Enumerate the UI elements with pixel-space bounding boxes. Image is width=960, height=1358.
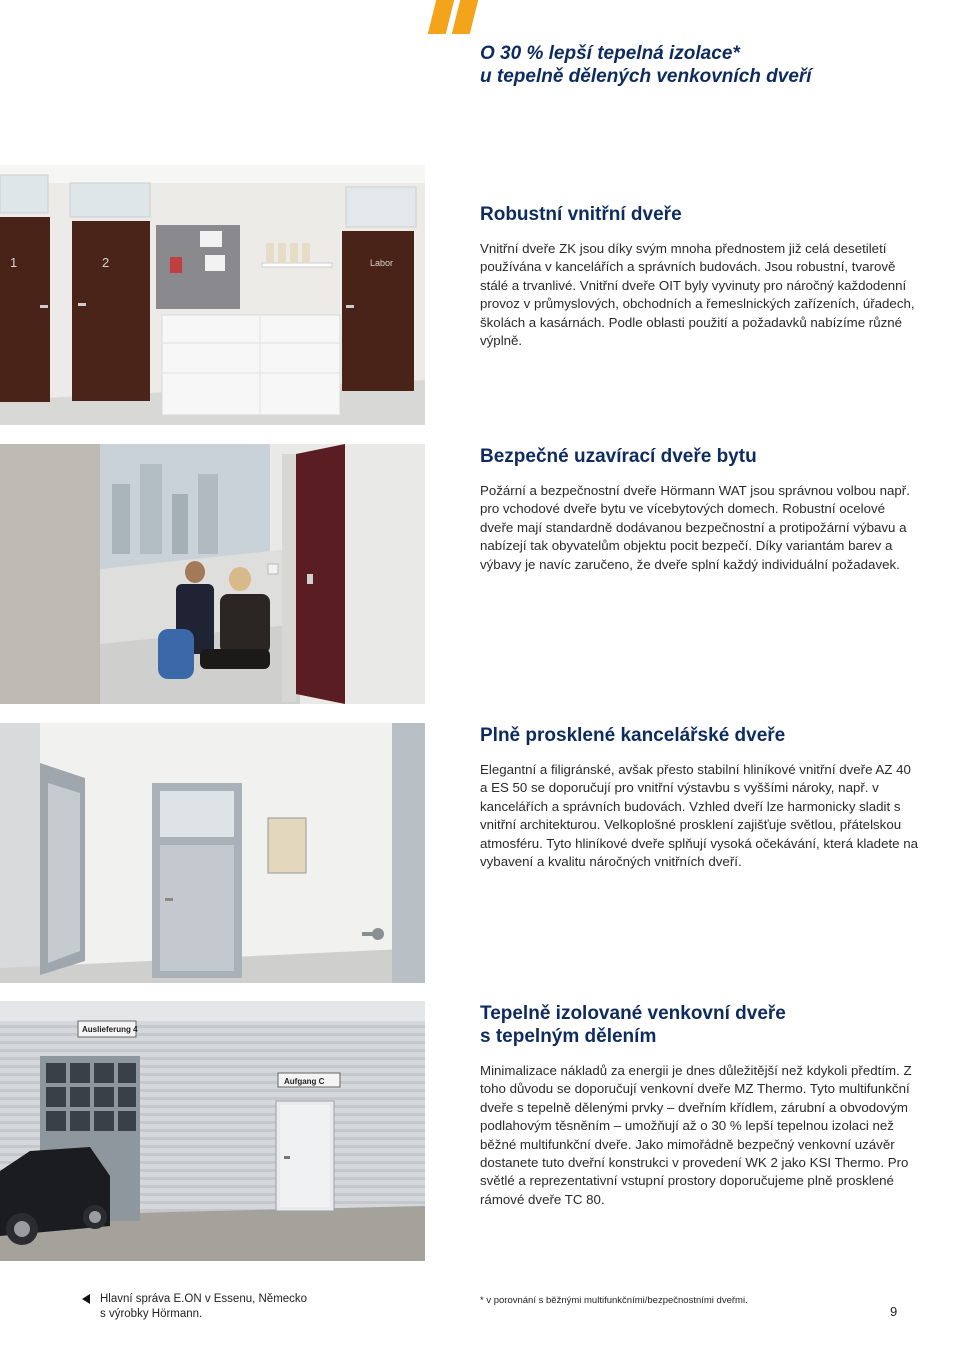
glass-doors-illustration <box>0 723 425 983</box>
photo-caption <box>100 1292 330 1321</box>
brand-stripe-right <box>452 0 478 34</box>
apartment-door-illustration <box>0 444 425 704</box>
section-title-line-2: s tepelným dělením <box>480 1026 657 1047</box>
caption-line-1: Hlavní správa E.ON v Essenu, Německo <box>100 1293 308 1305</box>
section-body: Požární a bezpečnostní dveře Hörmann WAT jsou správnou volbou např. pro vchodové dveře bytu ve vícebytových domech. Robustní ocelové dveře mají standardně dodávanou bezpečnostní a protipožární výbavu a nabízejí tak obyvatelům objektu pocit bezpečí. Díky variantám barev a výbavy je navíc zaručeno, že dveře splní každý individuální požadavek. <box>480 483 910 572</box>
section-title: Robustní vnitřní dveře <box>480 204 682 225</box>
warehouse-illustration <box>0 1001 425 1261</box>
photo-office-doors <box>0 165 425 425</box>
photo-apartment-door <box>0 444 425 704</box>
door-number-2: 2 <box>102 255 110 270</box>
page-headline <box>480 42 940 88</box>
photo-warehouse-exterior <box>0 1001 425 1261</box>
caption-arrow-icon <box>82 1294 90 1304</box>
page-number: 9 <box>890 1304 898 1319</box>
headline-line-2: u tepelně dělených venkovních dveří <box>480 66 812 87</box>
section-body: Minimalizace nákladů za energii je dnes důležitější než kdykoli předtím. Z toho důvodu se doporučují venkovní dveře MZ Thermo. Tyto multifunkční dveře s tepelně dělenými prvky – dveřním křídlem, zárubní a obvodovým podlahovým těsněním – umožňují až o 30 % lepší tepelnou izolaci než běžné multifunkční dveře. Jako mimořádně bezpečný venkovní uzávěr dostanete tuto dveřní konstrukci v provedení WK 2 jako KSI Thermo. Pro světlé a reprezentativní vstupní prostory doporučujeme plně prosklené rámové dveře TC 80. <box>480 1063 912 1207</box>
section-robust-interior-doors <box>480 203 920 350</box>
section-body: Elegantní a filigránské, avšak přesto stabilní hliníkové vnitřní dveře AZ 40 a ES 50 se doporučují pro vnitřní výstavbu s vyššími nároky, např. v kancelářích a správních budovách. Vzhled dveří lze harmonicky sladit s vnitřní architekturou. Velkoplošné prosklení zajišťuje světlou, přátelskou atmosféru. Tyto hliníkové dveře splňují vysoká očekávání, která kladete na vybavení a kvalitu náročných vnitřních dveří. <box>480 762 919 870</box>
section-thermal-exterior-doors <box>480 1002 920 1209</box>
section-title: Plně prosklené kancelářské dveře <box>480 725 786 746</box>
sign-auslieferung: Auslieferung 4 <box>82 1025 138 1034</box>
section-title-line-1: Tepelně izolované venkovní dveře <box>480 1003 786 1024</box>
brand-stripe-left <box>428 0 454 34</box>
section-title <box>480 1002 920 1048</box>
door-sign-labor: Labor <box>370 258 394 268</box>
section-glass-office-doors <box>480 724 920 871</box>
footnote: * v porovnání s běžnými multifunkčními/bezpečnostními dveřmi. <box>480 1295 748 1306</box>
sign-aufgang: Aufgang C <box>284 1077 325 1086</box>
headline-line-1: O 30 % lepší tepelná izolace* <box>480 43 740 64</box>
photo-glass-office-doors <box>0 723 425 983</box>
section-apartment-security-doors <box>480 445 920 574</box>
door-number-1: 1 <box>10 255 18 270</box>
caption-line-2: s výrobky Hörmann. <box>100 1307 203 1320</box>
section-title: Bezpečné uzavírací dveře bytu <box>480 446 757 467</box>
section-body: Vnitřní dveře ZK jsou díky svým mnoha přednostem již celá desetiletí používána v kancelářích a správních budovách. Jsou robustní, tvarově stálé a trvanlivé. Vnitřní dveře OIT byly vyvinuty pro náročný každodenní provoz v průmyslových, obchodních a řemeslnických zařízeních, úřadech, školách a kasárnách. Podle oblasti použití a požadavků nabízíme různé výplně. <box>480 241 915 349</box>
office-doors-illustration <box>0 165 425 425</box>
